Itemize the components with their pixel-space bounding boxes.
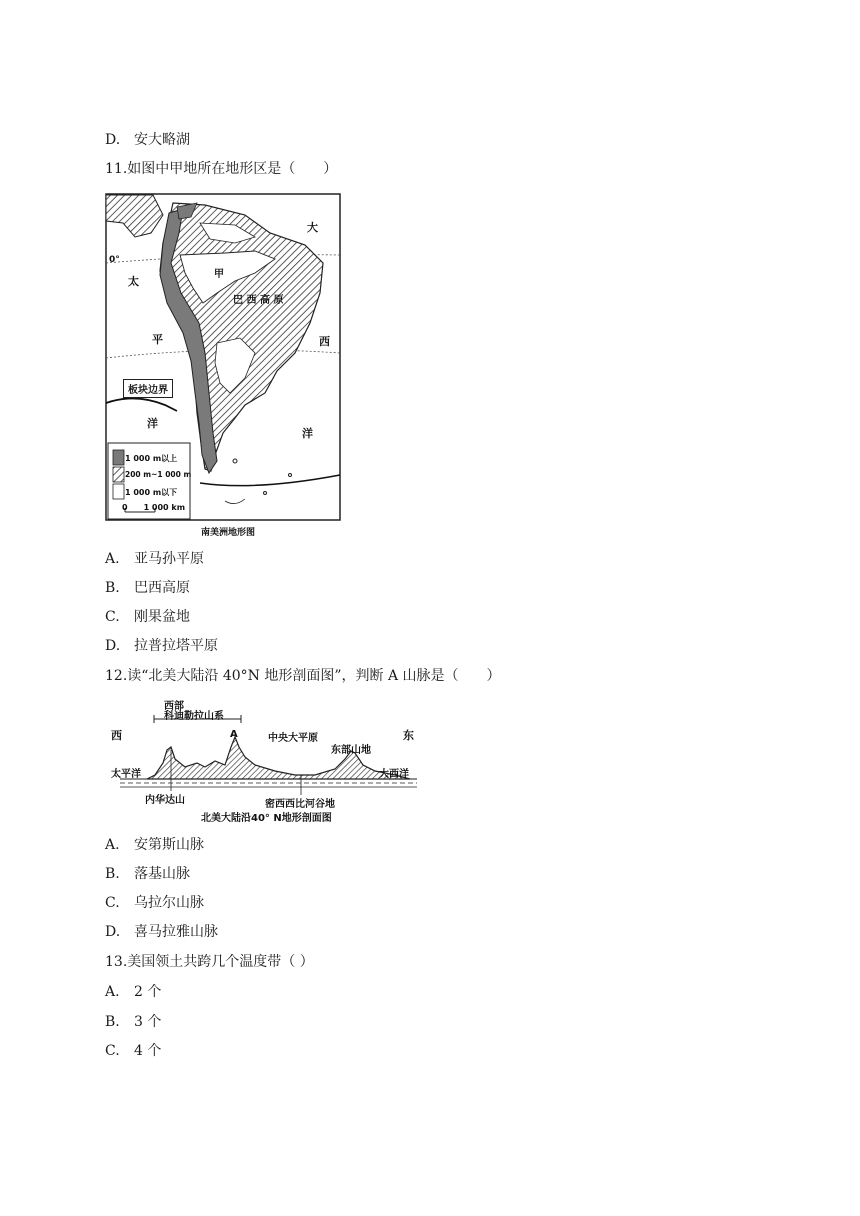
option-letter: D. xyxy=(105,132,121,148)
option-text: 2 个 xyxy=(134,984,162,1000)
option-q11-c xyxy=(105,608,190,626)
option-letter: B. xyxy=(105,580,120,596)
option-q12-a xyxy=(105,836,204,854)
legend-low: 1 000 m以下 xyxy=(125,488,178,497)
profile-pacific: 太平洋 xyxy=(111,769,141,780)
option-text: 拉普拉塔平原 xyxy=(134,638,218,654)
option-q12-c xyxy=(105,894,204,912)
option-q12-d xyxy=(105,923,218,941)
profile-mississippi: 密西西比河谷地 xyxy=(265,799,335,810)
option-letter: A. xyxy=(105,551,120,567)
option-letter: A. xyxy=(105,984,120,1000)
option-q10-d xyxy=(105,131,190,149)
option-q11-d xyxy=(105,637,218,655)
profile-eastern-mountains: 东部山地 xyxy=(331,745,371,756)
option-letter: C. xyxy=(105,609,120,625)
option-letter: D. xyxy=(105,924,121,940)
question-13: 13.美国领土共跨几个温度带（ ） xyxy=(105,954,314,970)
option-text: 喜马拉雅山脉 xyxy=(134,924,218,940)
option-q13-b xyxy=(105,1013,161,1031)
profile-east: 东 xyxy=(403,729,414,742)
south-america-map-figure xyxy=(105,193,341,539)
legend-high: 1 000 m以上 xyxy=(125,454,178,463)
map-label-yang-left: 洋 xyxy=(147,417,158,430)
option-letter: C. xyxy=(105,1043,120,1059)
profile-nevada: 内华达山 xyxy=(145,795,185,806)
question-12: 12.读“北美大陆沿 40°N 地形剖面图”，判断 A 山脉是（ ） xyxy=(105,668,501,684)
option-text: 乌拉尔山脉 xyxy=(134,895,204,911)
option-q11-a xyxy=(105,550,204,568)
map-caption: 南美洲地形图 xyxy=(201,528,256,538)
option-text: 4 个 xyxy=(134,1043,162,1059)
option-letter: B. xyxy=(105,1014,120,1030)
profile-atlantic: 大西洋 xyxy=(379,769,409,780)
profile-cordillera-2: 科迪勒拉山系 xyxy=(164,711,224,722)
map-label-tai: 太 xyxy=(128,275,139,288)
map-label-jia: 甲 xyxy=(214,269,224,280)
map-label-da: 大 xyxy=(307,221,318,234)
profile-peak-a: A xyxy=(230,729,238,740)
option-text: 安第斯山脉 xyxy=(134,837,204,853)
option-q12-b xyxy=(105,865,190,883)
option-letter: C. xyxy=(105,895,120,911)
map-label-equator: 0° xyxy=(109,255,120,265)
option-text: 亚马孙平原 xyxy=(134,551,204,567)
option-text: 刚果盆地 xyxy=(134,609,190,625)
option-text: 3 个 xyxy=(134,1014,162,1030)
option-text: 巴西高原 xyxy=(134,580,190,596)
legend-scale: 0 1 000 km xyxy=(122,503,186,512)
profile-cordillera-1: 西部 xyxy=(164,701,184,712)
option-letter: D. xyxy=(105,638,121,654)
map-label-yang-right: 洋 xyxy=(302,427,313,440)
option-q11-b xyxy=(105,579,190,597)
option-letter: B. xyxy=(105,866,120,882)
map-label-xi: 西 xyxy=(319,335,330,348)
north-america-profile-figure xyxy=(105,695,425,825)
profile-caption: 北美大陆沿40° N地形剖面图 xyxy=(201,813,332,824)
map-label-ping: 平 xyxy=(152,333,163,346)
plate-boundary-label: 板块边界 xyxy=(123,379,173,398)
option-q13-a xyxy=(105,983,161,1001)
profile-west: 西 xyxy=(111,729,122,742)
map-label-plateau: 巴 西 高 原 xyxy=(233,295,284,306)
option-text: 落基山脉 xyxy=(134,866,190,882)
question-11: 11.如图中甲地所在地形区是（ ） xyxy=(105,161,338,177)
option-letter: A. xyxy=(105,837,120,853)
option-text: 安大略湖 xyxy=(134,132,190,148)
profile-central-plains: 中央大平原 xyxy=(268,733,318,744)
legend-mid: 200 m~1 000 m xyxy=(125,470,192,479)
option-q13-c xyxy=(105,1042,161,1060)
